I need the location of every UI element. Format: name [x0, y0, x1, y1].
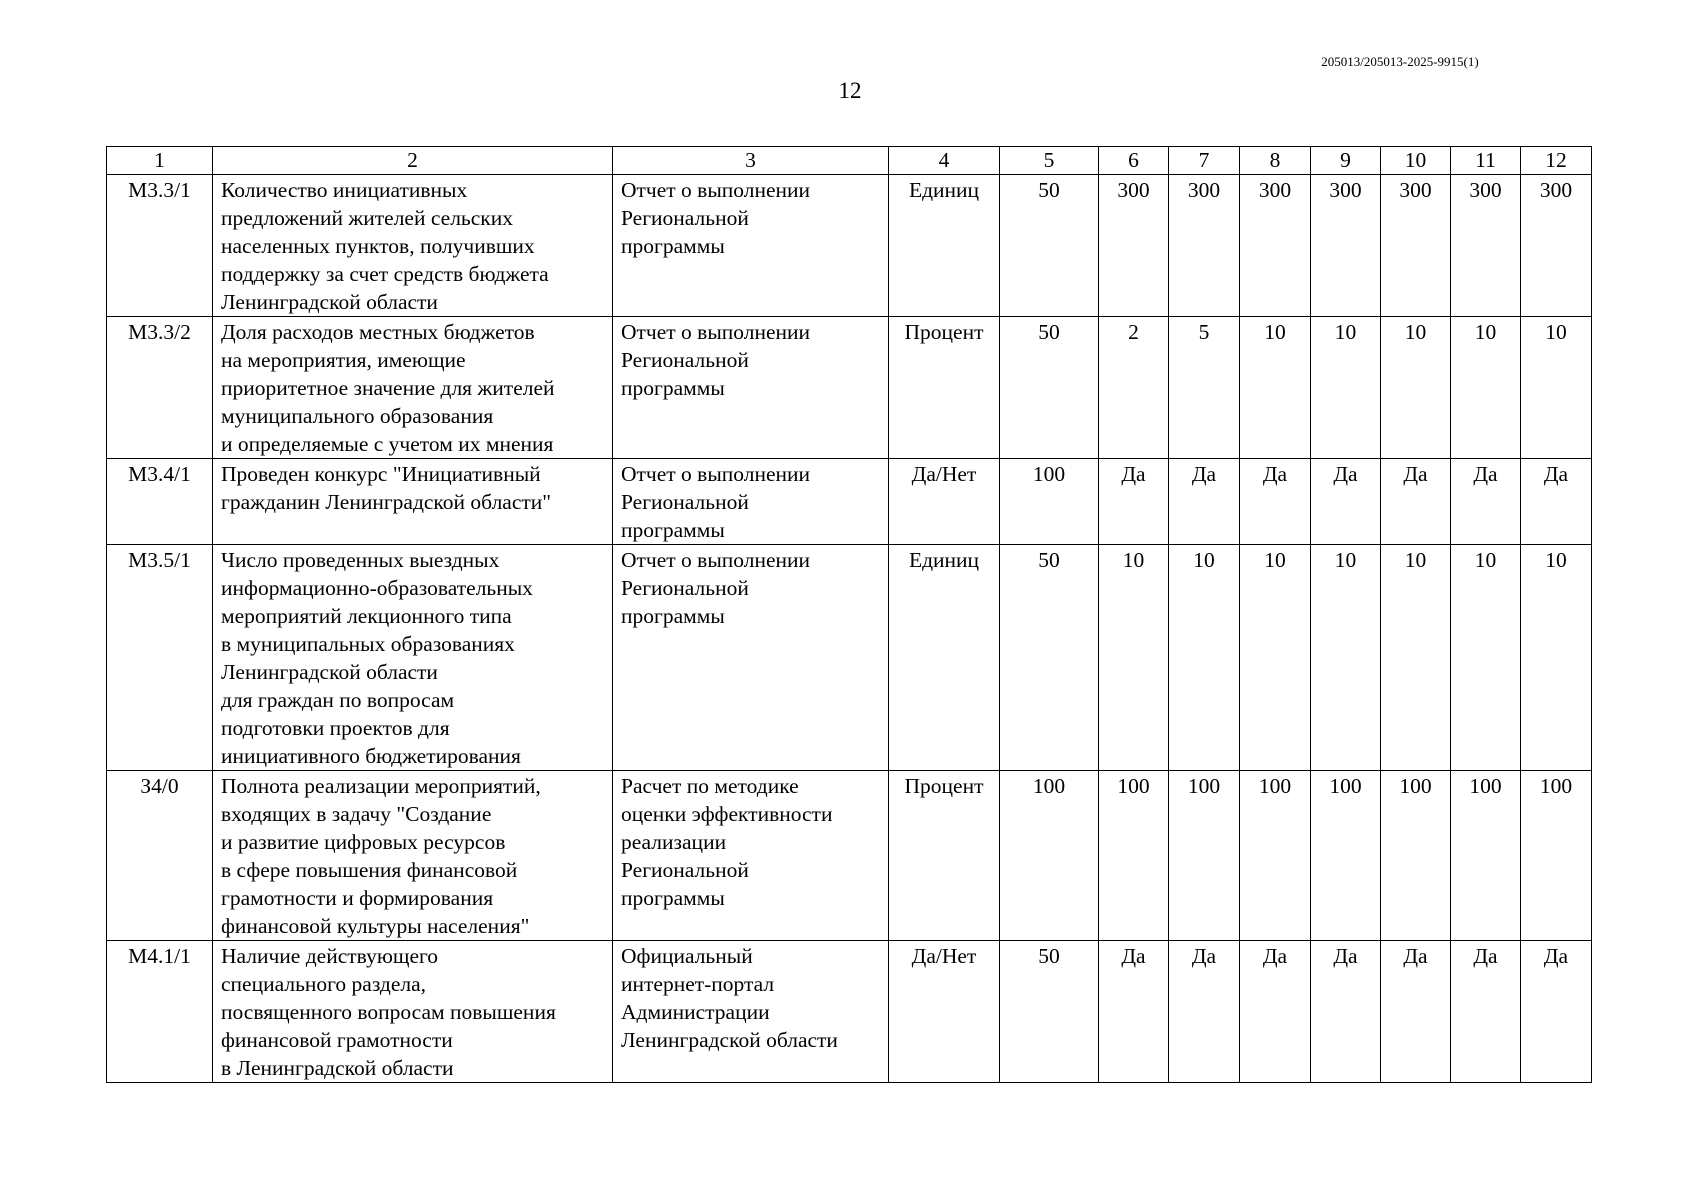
- value-cell: Да: [1240, 941, 1311, 1083]
- data-source-cell: Отчет о выполнении Региональной программы: [613, 175, 889, 317]
- indicator-name-cell: Число проведенных выездных информационно-образовательных мероприятий лекционного типа в муниципальных образованиях Ленинградской области для граждан по вопросам подготовки проектов для инициативного бюджетирования: [213, 545, 613, 771]
- table-row: [107, 175, 1592, 317]
- value-cell: 10: [1381, 317, 1451, 459]
- document-registration-id: 205013/205013-2025-9915(1): [1321, 54, 1479, 69]
- value-cell: 10: [1169, 545, 1240, 771]
- value-cell: Да: [1240, 459, 1311, 545]
- value-cell: 300: [1311, 175, 1381, 317]
- indicator-code-cell: М3.4/1: [107, 459, 213, 545]
- value-cell: 50: [1000, 545, 1099, 771]
- table-row: [107, 941, 1592, 1083]
- value-cell: Да: [1381, 459, 1451, 545]
- value-cell: 100: [1240, 771, 1311, 941]
- indicator-code-cell: З4/0: [107, 771, 213, 941]
- data-source-cell: Отчет о выполнении Региональной программы: [613, 459, 889, 545]
- column-header: 12: [1521, 147, 1592, 175]
- value-cell: 2: [1099, 317, 1169, 459]
- indicator-code-cell: М4.1/1: [107, 941, 213, 1083]
- data-source-cell: Официальный интернет-портал Администрации Ленинградской области: [613, 941, 889, 1083]
- value-cell: 10: [1381, 545, 1451, 771]
- unit-cell: Процент: [889, 771, 1000, 941]
- column-header: 1: [107, 147, 213, 175]
- value-cell: Да: [1311, 941, 1381, 1083]
- indicators-table: [106, 146, 1592, 1083]
- value-cell: 100: [1000, 771, 1099, 941]
- table-row: [107, 771, 1592, 941]
- value-cell: 10: [1240, 317, 1311, 459]
- value-cell: 10: [1311, 545, 1381, 771]
- column-header: 9: [1311, 147, 1381, 175]
- column-header: 4: [889, 147, 1000, 175]
- value-cell: 300: [1099, 175, 1169, 317]
- table-row: [107, 545, 1592, 771]
- value-cell: 100: [1521, 771, 1592, 941]
- table-header-row: [107, 147, 1592, 175]
- unit-cell: Да/Нет: [889, 941, 1000, 1083]
- value-cell: Да: [1311, 459, 1381, 545]
- column-header: 8: [1240, 147, 1311, 175]
- value-cell: 100: [1451, 771, 1521, 941]
- indicator-code-cell: М3.5/1: [107, 545, 213, 771]
- unit-cell: Да/Нет: [889, 459, 1000, 545]
- indicator-name-cell: Проведен конкурс "Инициативный гражданин Ленинградской области": [213, 459, 613, 545]
- column-header: 3: [613, 147, 889, 175]
- column-header: 2: [213, 147, 613, 175]
- value-cell: 100: [1169, 771, 1240, 941]
- value-cell: 50: [1000, 175, 1099, 317]
- table-row: [107, 317, 1592, 459]
- value-cell: 300: [1169, 175, 1240, 317]
- value-cell: 300: [1381, 175, 1451, 317]
- unit-cell: Процент: [889, 317, 1000, 459]
- value-cell: 100: [1000, 459, 1099, 545]
- value-cell: Да: [1451, 459, 1521, 545]
- value-cell: 10: [1099, 545, 1169, 771]
- column-header: 6: [1099, 147, 1169, 175]
- value-cell: 300: [1451, 175, 1521, 317]
- indicator-name-cell: Доля расходов местных бюджетов на мероприятия, имеющие приоритетное значение для жителей муниципального образования и определяемые с учетом их мнения: [213, 317, 613, 459]
- value-cell: 10: [1311, 317, 1381, 459]
- value-cell: 5: [1169, 317, 1240, 459]
- indicator-code-cell: М3.3/2: [107, 317, 213, 459]
- value-cell: 50: [1000, 317, 1099, 459]
- data-source-cell: Отчет о выполнении Региональной программы: [613, 317, 889, 459]
- unit-cell: Единиц: [889, 545, 1000, 771]
- unit-cell: Единиц: [889, 175, 1000, 317]
- value-cell: 10: [1240, 545, 1311, 771]
- column-header: 11: [1451, 147, 1521, 175]
- value-cell: 10: [1521, 545, 1592, 771]
- value-cell: 100: [1099, 771, 1169, 941]
- indicator-name-cell: Количество инициативных предложений жителей сельских населенных пунктов, получивших поддержку за счет средств бюджета Ленинградской области: [213, 175, 613, 317]
- value-cell: Да: [1521, 941, 1592, 1083]
- value-cell: 300: [1240, 175, 1311, 317]
- value-cell: 300: [1521, 175, 1592, 317]
- value-cell: Да: [1169, 941, 1240, 1083]
- value-cell: 50: [1000, 941, 1099, 1083]
- column-header: 10: [1381, 147, 1451, 175]
- column-header: 5: [1000, 147, 1099, 175]
- value-cell: Да: [1381, 941, 1451, 1083]
- page-number: 12: [838, 78, 862, 103]
- table-row: [107, 459, 1592, 545]
- indicator-name-cell: Полнота реализации мероприятий, входящих в задачу "Создание и развитие цифровых ресурсов в сфере повышения финансовой грамотности и формирования финансовой культуры населения": [213, 771, 613, 941]
- value-cell: 10: [1521, 317, 1592, 459]
- column-header: 7: [1169, 147, 1240, 175]
- table-body: [107, 147, 1592, 1083]
- value-cell: 10: [1451, 545, 1521, 771]
- data-source-cell: Отчет о выполнении Региональной программы: [613, 545, 889, 771]
- indicator-name-cell: Наличие действующего специального раздела, посвященного вопросам повышения финансовой грамотности в Ленинградской области: [213, 941, 613, 1083]
- value-cell: Да: [1099, 941, 1169, 1083]
- value-cell: 10: [1451, 317, 1521, 459]
- value-cell: Да: [1169, 459, 1240, 545]
- indicator-code-cell: М3.3/1: [107, 175, 213, 317]
- value-cell: 100: [1381, 771, 1451, 941]
- data-source-cell: Расчет по методике оценки эффективности реализации Региональной программы: [613, 771, 889, 941]
- value-cell: Да: [1099, 459, 1169, 545]
- value-cell: 100: [1311, 771, 1381, 941]
- value-cell: Да: [1521, 459, 1592, 545]
- value-cell: Да: [1451, 941, 1521, 1083]
